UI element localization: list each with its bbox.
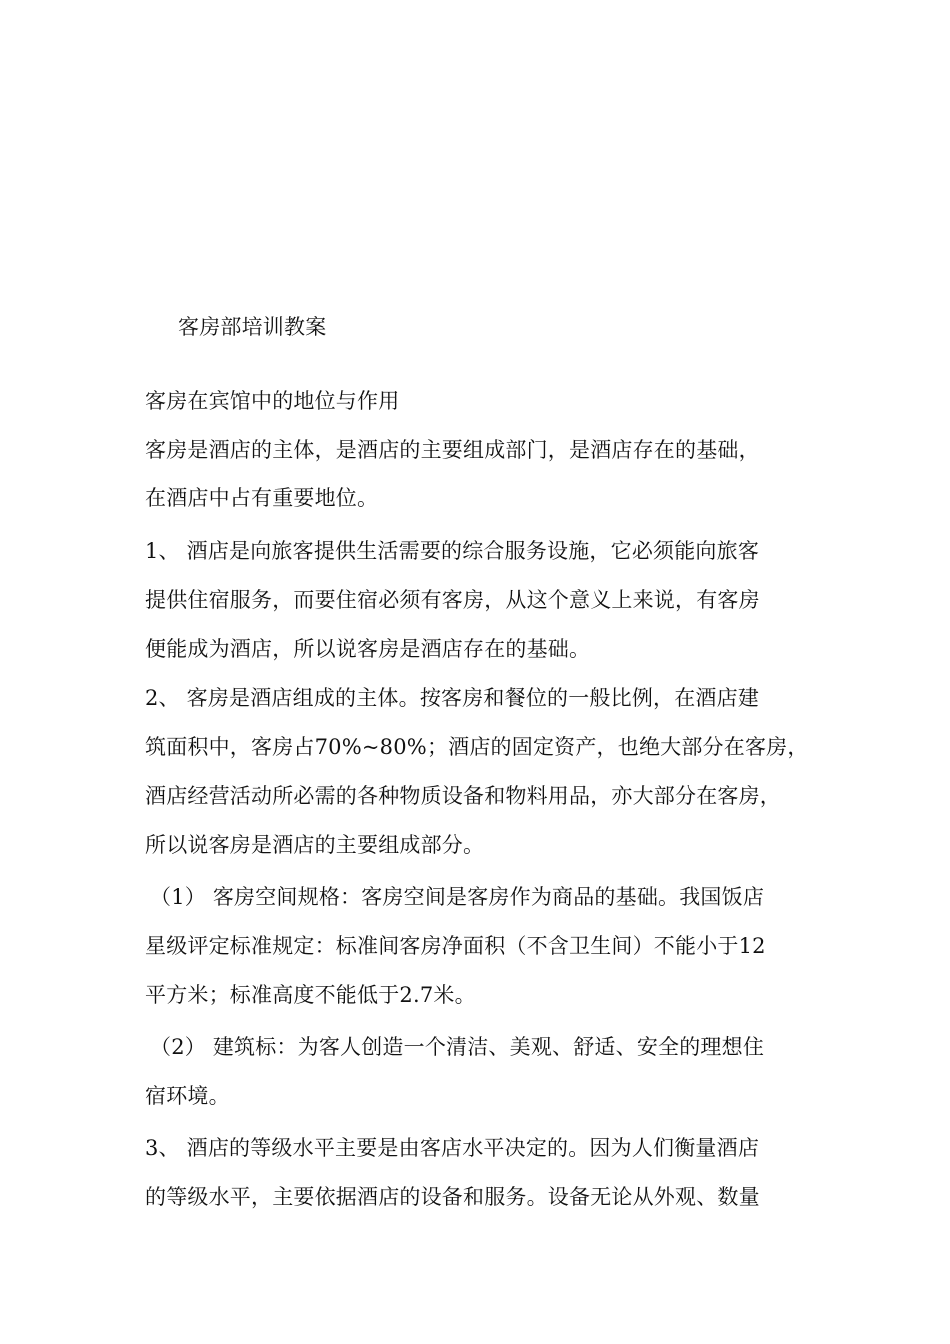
- document-title: 客房部培训教案: [178, 315, 327, 339]
- paragraph-line: 星级评定标准规定：标准间客房净面积（不含卫生间）不能小于12: [145, 934, 766, 958]
- paragraph-line: （1） 客房空间规格：客房空间是客房作为商品的基础。我国饭店: [150, 885, 765, 909]
- paragraph-line: 筑面积中，客房占70%~80%；酒店的固定资产，也绝大部分在客房，: [145, 735, 809, 759]
- paragraph-line: 宿环境。: [145, 1084, 230, 1108]
- paragraph-line: 酒店经营活动所必需的各种物质设备和物料用品，亦大部分在客房，: [145, 784, 781, 808]
- paragraph-line: 所以说客房是酒店的主要组成部分。: [145, 833, 485, 857]
- paragraph-line: 的等级水平，主要依据酒店的设备和服务。设备无论从外观、数量: [145, 1185, 760, 1209]
- section-heading: 客房在宾馆中的地位与作用: [145, 389, 400, 413]
- paragraph-line: 2、 客房是酒店组成的主体。按客房和餐位的一般比例，在酒店建: [145, 686, 760, 710]
- paragraph-line: 便能成为酒店，所以说客房是酒店存在的基础。: [145, 637, 591, 661]
- paragraph-line: 平方米；标准高度不能低于2.7米。: [145, 983, 476, 1007]
- paragraph-line: （2） 建筑标：为客人创造一个清洁、美观、舒适、安全的理想住: [150, 1035, 765, 1059]
- paragraph-line: 1、 酒店是向旅客提供生活需要的综合服务设施，它必须能向旅客: [145, 539, 760, 563]
- paragraph-line: 客房是酒店的主体，是酒店的主要组成部门，是酒店存在的基础，: [145, 438, 760, 462]
- paragraph-line: 提供住宿服务，而要住宿必须有客房，从这个意义上来说，有客房: [145, 588, 760, 612]
- paragraph-line: 在酒店中占有重要地位。: [145, 486, 379, 510]
- paragraph-line: 3、 酒店的等级水平主要是由客店水平决定的。因为人们衡量酒店: [145, 1136, 760, 1160]
